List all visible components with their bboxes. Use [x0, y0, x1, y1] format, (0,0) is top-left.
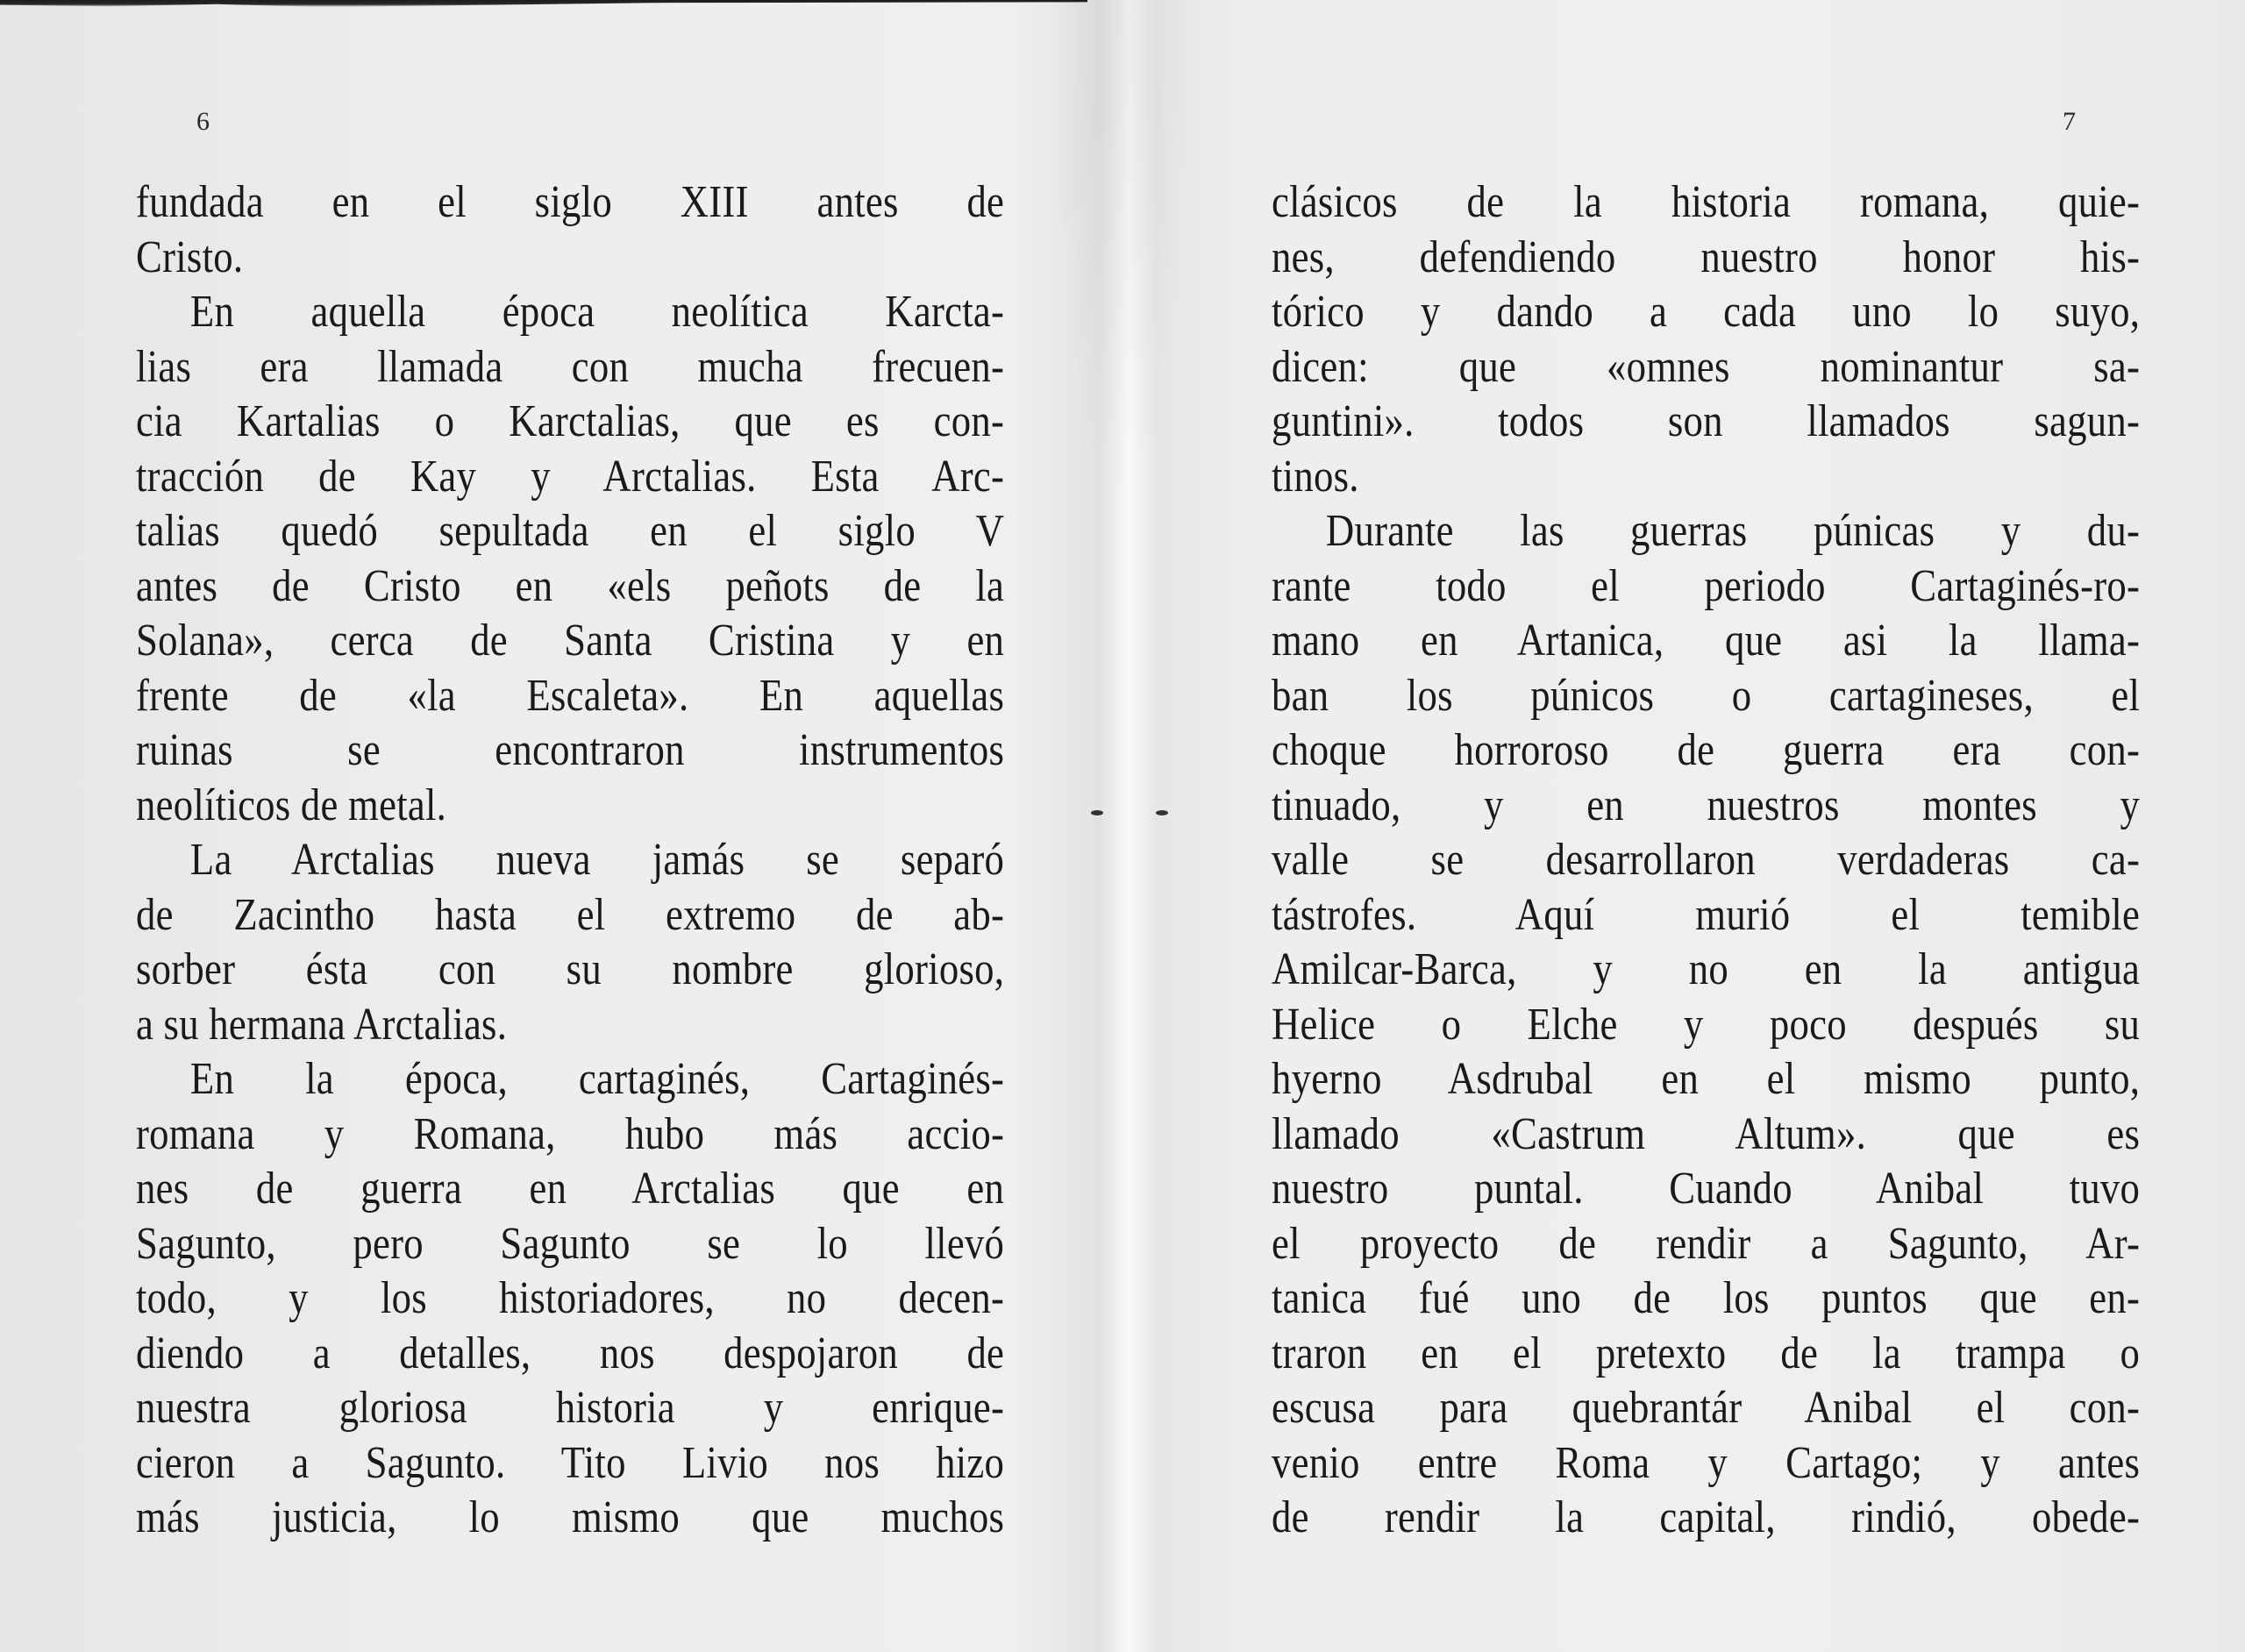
text-line: Solana», cerca de Santa Cristina y en [136, 616, 1005, 666]
text-line: antes de Cristo en «els peñots de la [136, 560, 1005, 611]
text-line: escusa para quebrantár Anibal el con- [1272, 1383, 2141, 1433]
text-line: talias quedó sepultada en el siglo V [136, 506, 1005, 556]
text-line: cieron a Sagunto. Tito Livio nos hizo [136, 1437, 1005, 1488]
text-line: de Zacintho hasta el extremo de ab- [136, 889, 1005, 940]
text-line: tórico y dando a cada uno lo suyo, [1272, 287, 2141, 337]
text-line: traron en el pretexto de la trampa o [1272, 1328, 2141, 1378]
text-line: diendo a detalles, nos despojaron de [136, 1328, 1005, 1378]
text-line: romana y Romana, hubo más accio- [136, 1108, 1005, 1159]
text-line: a su hermana Arctalias. [136, 999, 508, 1050]
text-line: venio entre Roma y Cartago; y antes [1272, 1437, 2141, 1488]
right-page-text [1272, 175, 2140, 1546]
text-line: tinuado, y en nuestros montes y [1272, 780, 2141, 830]
text-line: hyerno Asdrubal en el mismo punto, [1272, 1054, 2141, 1104]
text-line: dicen: que «omnes nominantur sa- [1272, 341, 2141, 392]
text-line: ruinas se encontraron instrumentos [136, 725, 1005, 775]
text-line: Durante las guerras púnicas y du- [1325, 506, 2141, 556]
text-line: llamado «Castrum Altum». que es [1272, 1108, 2141, 1159]
text-line: choque horroroso de guerra era con- [1272, 725, 2141, 775]
left-page [0, 0, 1122, 1652]
left-page-text [136, 175, 1004, 1546]
text-line: clásicos de la historia romana, quie- [1272, 177, 2141, 227]
text-line: En aquella época neolítica Karcta- [189, 287, 1005, 337]
text-line: tinos. [1272, 451, 1359, 502]
text-line: de rendir la capital, rindió, obede- [1272, 1492, 2141, 1542]
text-line: nes, defendiendo nuestro honor his- [1272, 231, 2141, 282]
text-line: cia Kartalias o Karctalias, que es con- [136, 396, 1005, 446]
text-line: Amilcar-Barca, y no en la antigua [1272, 944, 2141, 994]
text-line: lias era llamada con mucha frecuen- [136, 341, 1005, 392]
text-line: sorber ésta con su nombre glorioso, [136, 944, 1005, 994]
text-line: Sagunto, pero Sagunto se lo llevó [136, 1218, 1005, 1269]
text-line: fundada en el siglo XIII antes de [136, 177, 1005, 227]
text-line: valle se desarrollaron verdaderas ca- [1272, 835, 2141, 885]
text-line: guntini». todos son llamados sagun- [1272, 396, 2141, 446]
text-line: más justicia, lo mismo que muchos [136, 1492, 1005, 1542]
text-line: En la época, cartaginés, Cartaginés- [189, 1054, 1005, 1104]
text-line: nuestra gloriosa historia y enrique- [136, 1383, 1005, 1433]
text-line: frente de «la Escaleta». En aquellas [136, 670, 1005, 721]
text-line: ban los púnicos o cartagineses, el [1272, 670, 2141, 721]
text-line: La Arctalias nueva jamás se separó [189, 835, 1005, 885]
right-page [1122, 0, 2245, 1652]
text-line: rante todo el periodo Cartaginés-ro- [1272, 560, 2141, 611]
page-number-left: 6 [196, 107, 210, 136]
text-line: tanica fué uno de los puntos que en- [1272, 1273, 2141, 1323]
text-line: tástrofes. Aquí murió el temible [1272, 889, 2141, 940]
text-line: mano en Artanica, que asi la llama- [1272, 616, 2141, 666]
text-line: neolíticos de metal. [136, 780, 447, 830]
text-line: el proyecto de rendir a Sagunto, Ar- [1272, 1218, 2141, 1269]
page-number-right: 7 [2063, 107, 2076, 136]
text-line: tracción de Kay y Arctalias. Esta Arc- [136, 451, 1005, 502]
text-line: nes de guerra en Arctalias que en [136, 1164, 1005, 1214]
text-line: todo, y los historiadores, no decen- [136, 1273, 1005, 1323]
text-line: Cristo. [136, 231, 244, 282]
text-line: Helice o Elche y poco después su [1272, 999, 2141, 1050]
text-line: nuestro puntal. Cuando Anibal tuvo [1272, 1164, 2141, 1214]
